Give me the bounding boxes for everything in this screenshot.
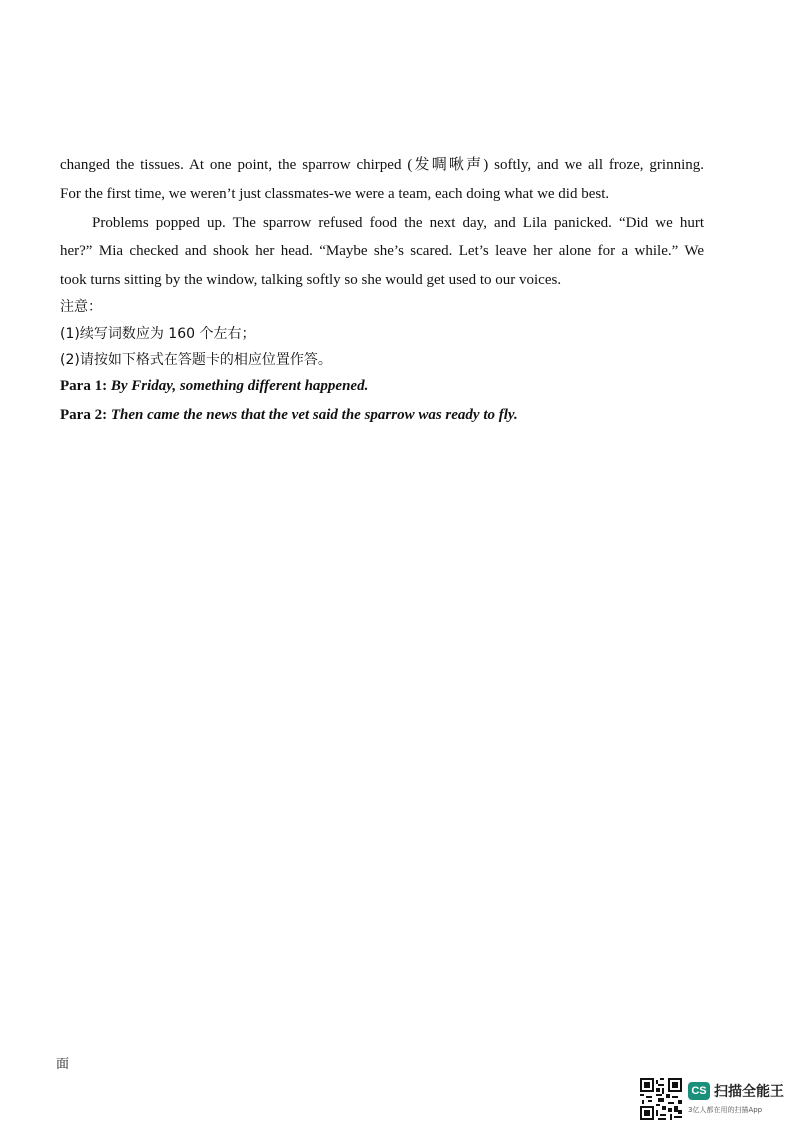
passage-line-2: For the first time, we weren’t just classmates-we were a team, each doing what we did best. <box>60 186 610 202</box>
para-1-label: Para 1: <box>60 378 108 394</box>
para-1-text: By Friday, something different happened. <box>110 378 369 394</box>
passage-line-5: took turns sitting by the window, talking softly so she would get used to our voices. <box>60 272 562 288</box>
notes-heading: 注意： <box>60 299 102 315</box>
notes-item-1: (1)续写词数应为 160 个左右； <box>60 326 256 342</box>
passage-line-3: Problems popped up. The sparrow refused food the next day, and Lila panicked. “Did we hurt <box>92 215 704 231</box>
para-2-label: Para 2: <box>60 407 108 423</box>
passage-line-1: changed the tissues. At one point, the sparrow chirped (发啁啾声) softly, and we all froze, grinning. <box>60 157 704 173</box>
page-mark: 面 <box>56 1057 70 1072</box>
brand-name: 扫描全能王 <box>714 1084 784 1100</box>
brand-tagline: 3亿人都在用的扫描App <box>688 1106 763 1114</box>
notes-item-2: (2)请按如下格式在答题卡的相应位置作答。 <box>60 352 332 368</box>
scanner-watermark <box>640 1078 790 1122</box>
para-2-text: Then came the news that the vet said the sparrow was ready to fly. <box>110 407 518 423</box>
qr-code-icon <box>640 1078 682 1120</box>
para-1-prompt <box>60 376 368 396</box>
passage-line-4: her?” Mia checked and shook her head. “Maybe she’s scared. Let’s leave her alone for a while.” We <box>60 243 704 259</box>
camscanner-logo: CS <box>688 1082 710 1100</box>
para-2-prompt <box>60 405 518 425</box>
